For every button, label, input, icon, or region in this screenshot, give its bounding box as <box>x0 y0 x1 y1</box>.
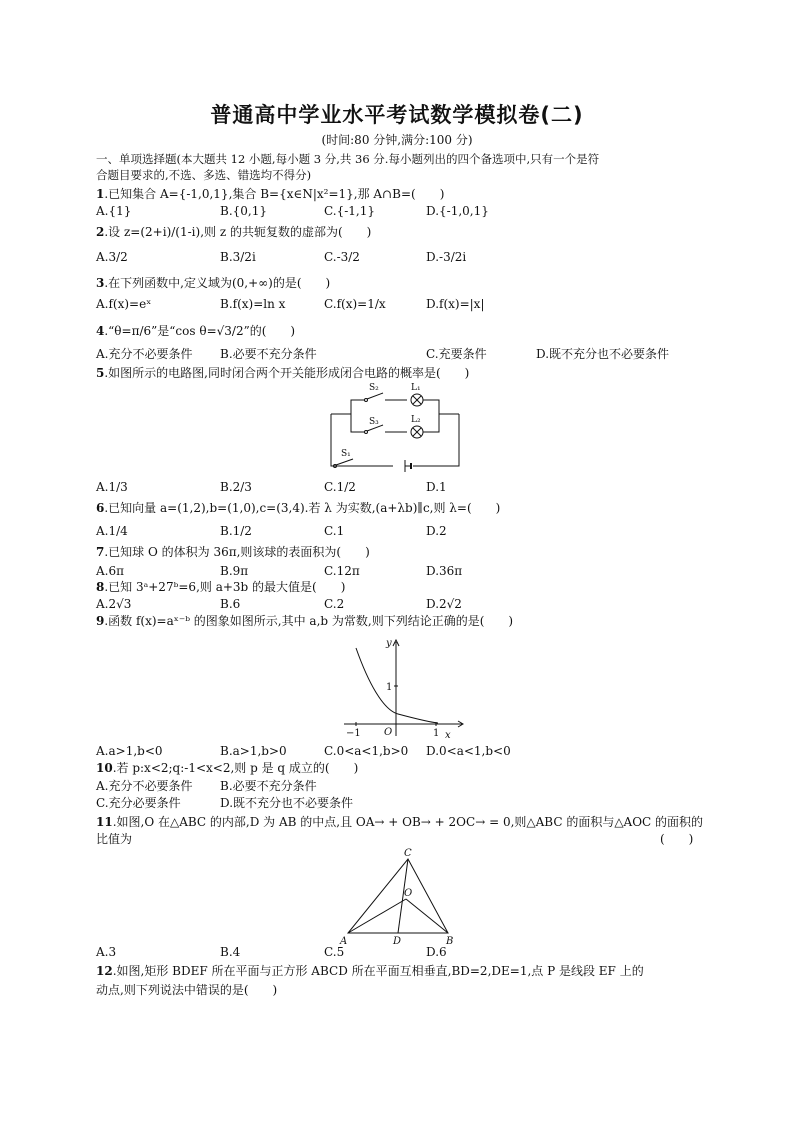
option-c[interactable]: C.1/2 <box>324 480 356 494</box>
option-c[interactable]: C.充分必要条件 <box>96 796 181 810</box>
question-11-cont: 比值为 <box>96 832 133 846</box>
x-tick-one: 1 <box>433 728 440 739</box>
question-7-options <box>96 564 716 579</box>
option-c[interactable]: C.充要条件 <box>426 347 487 361</box>
question-6-options <box>96 524 716 539</box>
question-1: 1.已知集合 A={-1,0,1},集合 B={x∈N|x²=1},那 A∩B=( ) <box>96 187 445 201</box>
option-a[interactable]: A.{1} <box>96 204 132 218</box>
option-d[interactable]: D.f(x)=|x| <box>426 297 485 311</box>
option-b[interactable]: B.3/2i <box>220 250 256 264</box>
option-b[interactable]: B.{0,1} <box>220 204 267 218</box>
circuit-diagram <box>325 380 465 472</box>
triangle-diagram <box>336 845 466 950</box>
switch-s2-label: S₂ <box>369 383 379 393</box>
option-d[interactable]: D.既不充分也不必要条件 <box>536 347 670 361</box>
question-12: 12.如图,矩形 BDEF 所在平面与正方形 ABCD 所在平面互相垂直,BD=2,DE=1,点 P 是线段 EF 上的 <box>96 964 644 978</box>
option-b[interactable]: B.4 <box>220 945 241 959</box>
question-9: 9.函数 f(x)=aˣ⁻ᵇ 的图象如图所示,其中 a,b 为常数,则下列结论正确的是( ) <box>96 614 514 628</box>
option-c[interactable]: C.{-1,1} <box>324 204 375 218</box>
option-d[interactable]: D.1 <box>426 480 447 494</box>
y-axis-label: y <box>386 638 392 649</box>
vertex-a-label: A <box>340 936 348 947</box>
x-tick-neg-one: −1 <box>346 728 361 739</box>
option-b[interactable]: B.f(x)=ln x <box>220 297 286 311</box>
question-12-cont: 动点,则下列说法中错误的是( ) <box>96 983 278 997</box>
option-c[interactable]: C.f(x)=1/x <box>324 297 386 311</box>
x-axis-label: x <box>445 730 451 741</box>
option-b[interactable]: B.1/2 <box>220 524 252 538</box>
lamp-l2-label: L₂ <box>411 415 421 425</box>
option-d[interactable]: D.6 <box>426 945 447 959</box>
option-d[interactable]: D.0<a<1,b<0 <box>426 744 511 758</box>
point-o-label: O <box>404 888 413 899</box>
switch-s1-label: S₁ <box>341 449 351 459</box>
option-d[interactable]: D.2√2 <box>426 597 462 611</box>
question-10-options-row2 <box>96 796 353 811</box>
switch-s3-label: S₃ <box>369 417 379 427</box>
question-6: 6.已知向量 a=(1,2),b=(1,0),c=(3,4).若 λ 为实数,(a+λb)∥c,则 λ=( ) <box>96 501 501 515</box>
option-a[interactable]: A.1/4 <box>96 524 128 538</box>
question-2: 2.设 z=(2+i)/(1-i),则 z 的共轭复数的虚部为( ) <box>96 225 372 239</box>
answer-blank: ( ) <box>660 832 694 846</box>
section-heading: 一、单项选择题(本大题共 12 小题,每小题 3 分,共 36 分.每小题列出的四个备选项中,只有一个是符 <box>96 152 600 166</box>
option-c[interactable]: C.0<a<1,b>0 <box>324 744 409 758</box>
lamp-l1-label: L₁ <box>411 383 421 393</box>
question-11-options <box>96 945 716 960</box>
option-a[interactable]: A.6π <box>96 564 125 578</box>
option-a[interactable]: A.充分不必要条件 <box>96 779 193 793</box>
question-2-options <box>96 250 716 265</box>
question-4-options <box>96 347 716 362</box>
page-title: 普通高中学业水平考试数学模拟卷(二) <box>210 103 584 127</box>
option-a[interactable]: A.3/2 <box>96 250 128 264</box>
option-d[interactable]: D.2 <box>426 524 447 538</box>
question-1-options <box>96 204 716 219</box>
option-c[interactable]: C.2 <box>324 597 345 611</box>
vertex-b-label: B <box>446 936 454 947</box>
option-b[interactable]: B.必要不充分条件 <box>220 779 317 793</box>
option-a[interactable]: A.1/3 <box>96 480 128 494</box>
origin-label: O <box>384 727 393 738</box>
exponential-graph <box>338 632 468 742</box>
option-d[interactable]: D.既不充分也不必要条件 <box>220 796 354 810</box>
option-d[interactable]: D.36π <box>426 564 463 578</box>
exam-info: (时间:80 分钟,满分:100 分) <box>321 133 473 147</box>
option-b[interactable]: B.a>1,b>0 <box>220 744 287 758</box>
section-heading-cont: 合题目要求的,不选、多选、错选均不得分) <box>96 168 312 182</box>
question-9-options <box>96 744 716 759</box>
option-d[interactable]: D.{-1,0,1} <box>426 204 489 218</box>
option-a[interactable]: A.f(x)=eˣ <box>96 297 152 311</box>
question-11: 11.如图,O 在△ABC 的内部,D 为 AB 的中点,且 OA→ + OB→ + 2OC→ = 0,则△ABC 的面积与△AOC 的面积的 <box>96 815 704 829</box>
option-b[interactable]: B.必要不充分条件 <box>220 347 317 361</box>
option-b[interactable]: B.9π <box>220 564 249 578</box>
option-c[interactable]: C.12π <box>324 564 360 578</box>
option-d[interactable]: D.-3/2i <box>426 250 467 264</box>
option-c[interactable]: C.5 <box>324 945 345 959</box>
option-b[interactable]: B.6 <box>220 597 241 611</box>
question-5-options <box>96 480 716 495</box>
option-c[interactable]: C.-3/2 <box>324 250 360 264</box>
option-b[interactable]: B.2/3 <box>220 480 252 494</box>
question-3-options <box>96 297 716 312</box>
option-a[interactable]: A.a>1,b<0 <box>96 744 163 758</box>
question-7: 7.已知球 O 的体积为 36π,则该球的表面积为( ) <box>96 545 370 559</box>
point-d-label: D <box>393 936 402 947</box>
option-a[interactable]: A.2√3 <box>96 597 132 611</box>
question-10: 10.若 p:x<2;q:-1<x<2,则 p 是 q 成立的( ) <box>96 761 359 775</box>
question-8-options <box>96 597 716 612</box>
question-5: 5.如图所示的电路图,同时闭合两个开关能形成闭合电路的概率是( ) <box>96 366 470 380</box>
question-8: 8.已知 3ᵃ+27ᵇ=6,则 a+3b 的最大值是( ) <box>96 580 346 594</box>
question-3: 3.在下列函数中,定义域为(0,+∞)的是( ) <box>96 276 331 290</box>
question-10-options-row1 <box>96 779 317 794</box>
option-a[interactable]: A.充分不必要条件 <box>96 347 193 361</box>
y-tick-one: 1 <box>386 682 393 693</box>
option-a[interactable]: A.3 <box>96 945 117 959</box>
question-4: 4.“θ=π/6”是“cos θ=√3/2”的( ) <box>96 324 296 338</box>
option-c[interactable]: C.1 <box>324 524 345 538</box>
vertex-c-label: C <box>404 848 412 859</box>
